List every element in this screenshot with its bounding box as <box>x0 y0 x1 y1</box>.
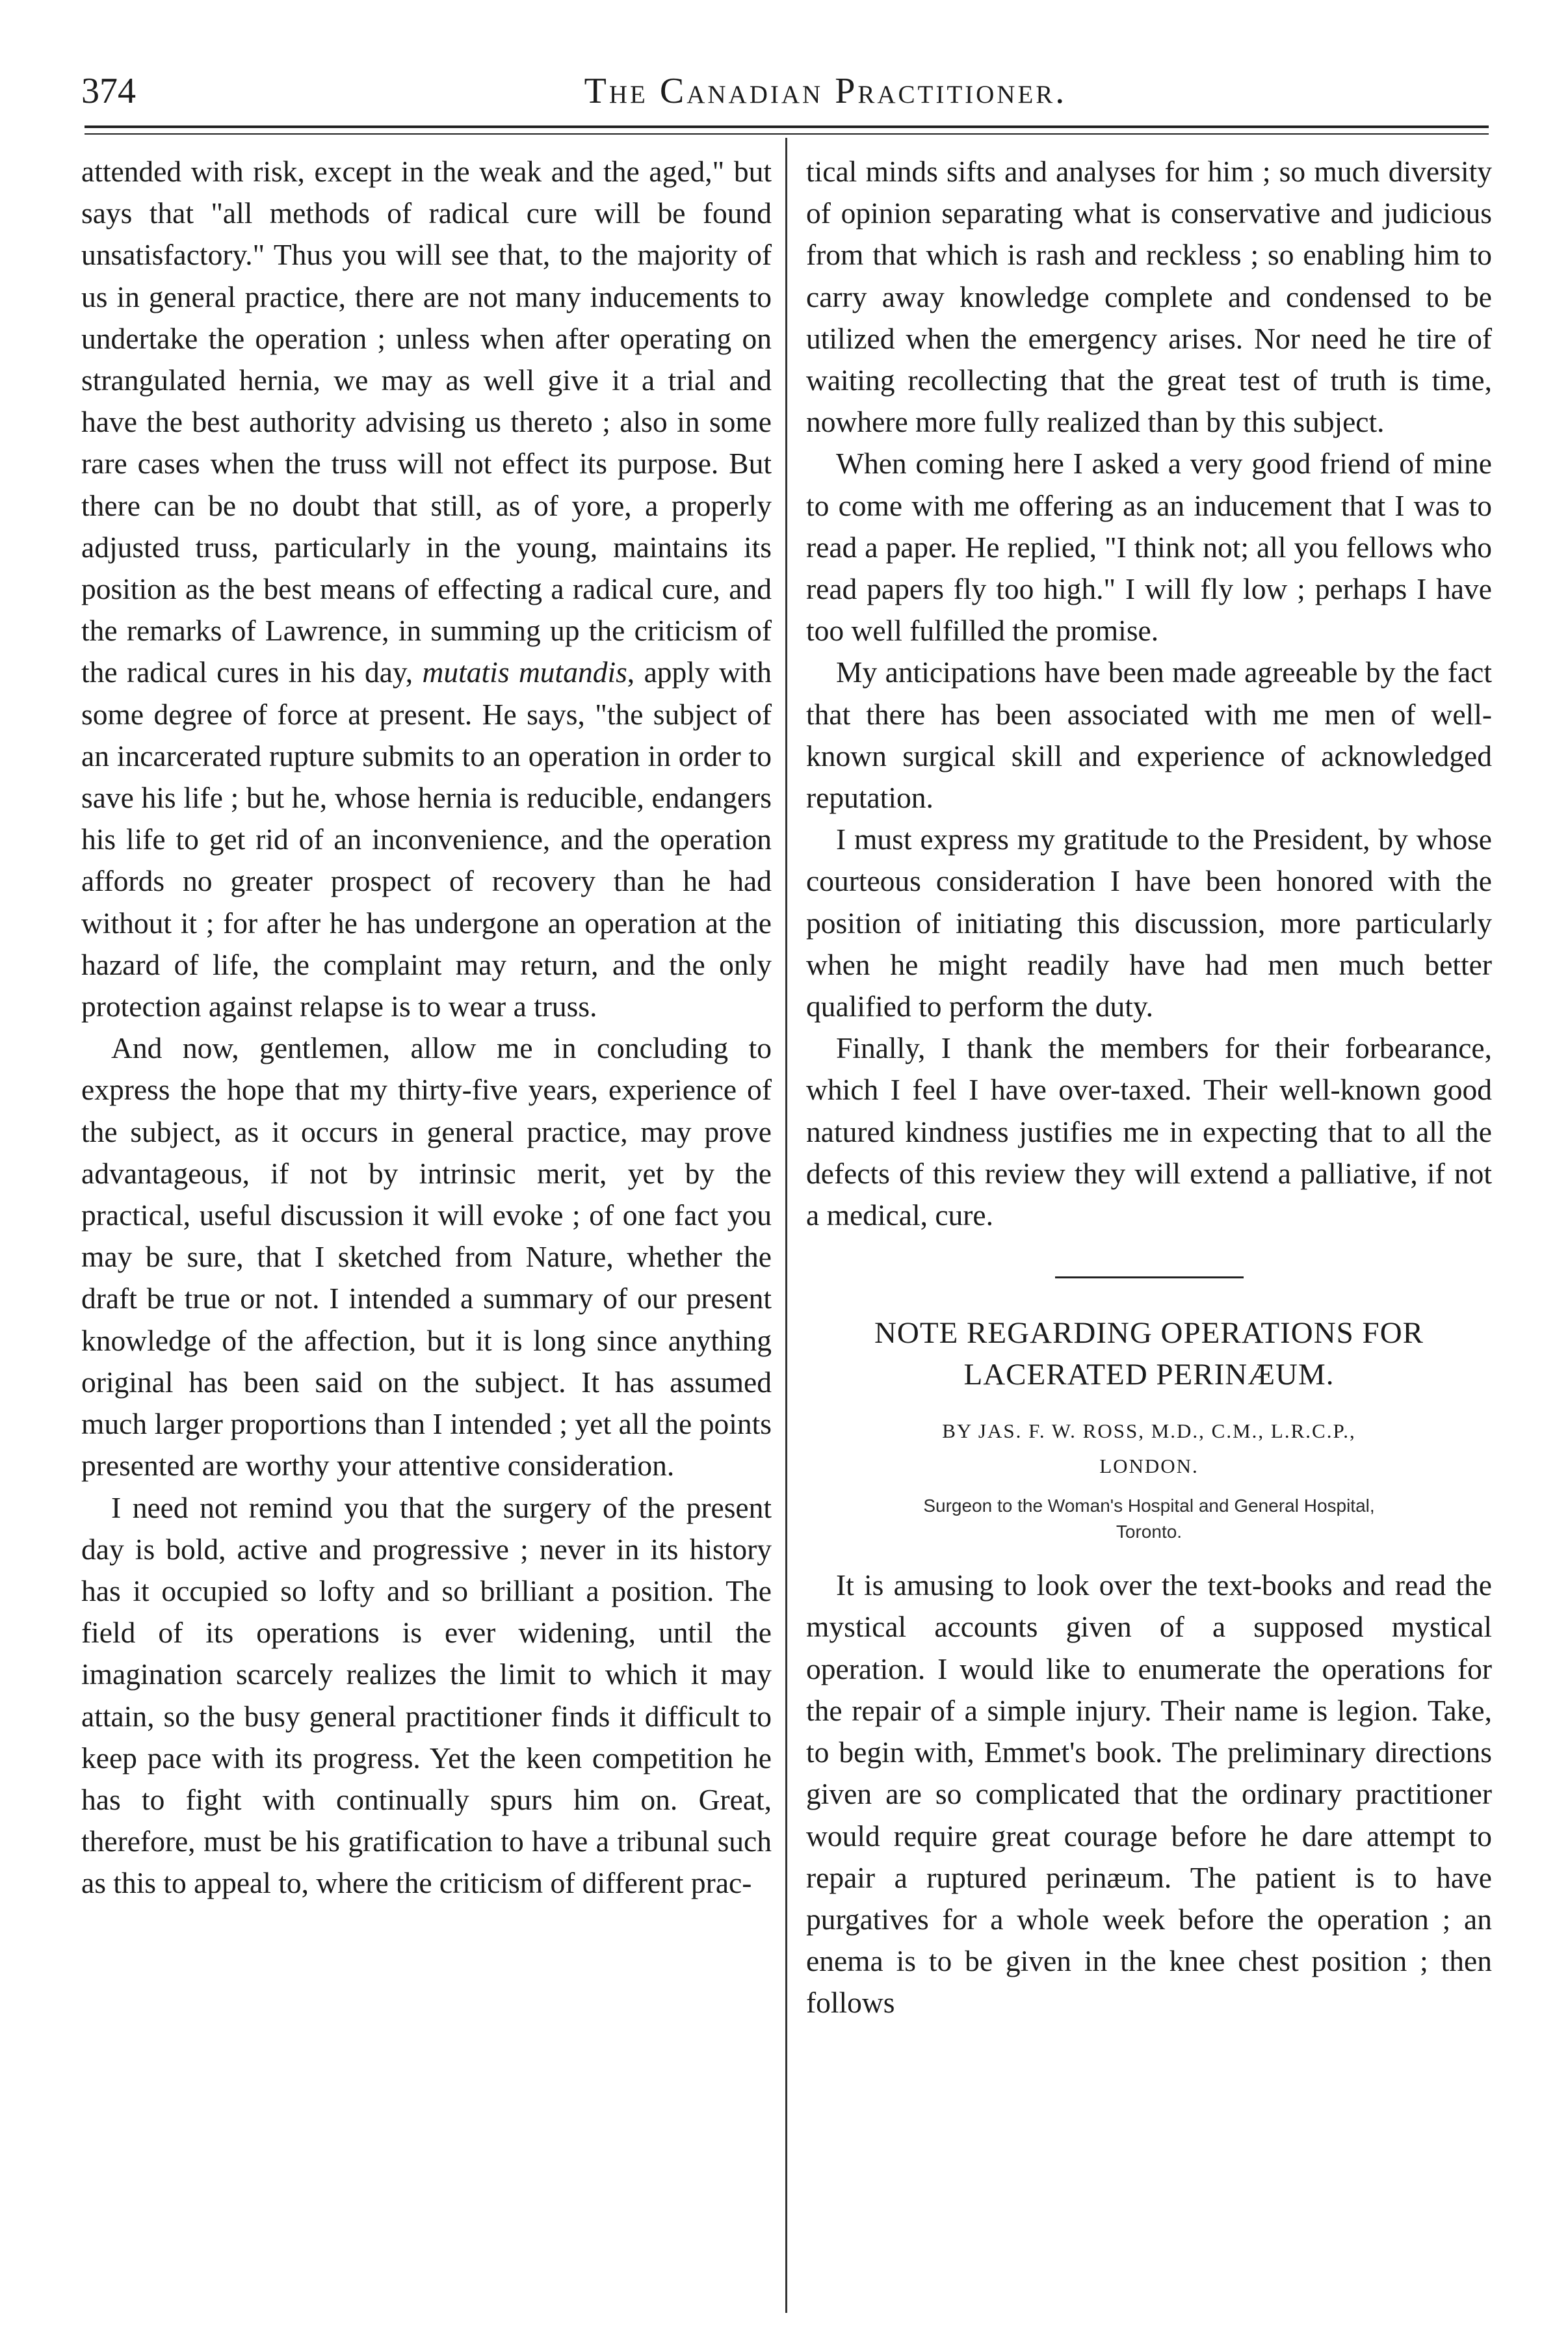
section-divider <box>1055 1276 1244 1278</box>
header-rule-thin <box>85 133 1489 135</box>
paragraph: It is amusing to look over the text-books and read the mystical accounts given of a supposed mystical operation. I would like to enumerate the operations for the repair of a simple injury. Their name is legion. Take, to begin with, Emmet's book. The preliminary directions given are so complicated that the ordinary practitioner would require great courage before he dare attempt to repair a ruptured perinæum. The patient is to have purgatives for a whole week before the operation ; an enema is to be given in the knee chest position ; then follows <box>806 1568 1492 2020</box>
italic-phrase: mutatis mutandis <box>422 655 627 689</box>
header-rule-thick <box>85 125 1489 128</box>
paragraph: My anticipations have been made agreeable by the fact that there has been associated with me men of well-known surgical skill and experience of acknowledged reputation. <box>806 655 1492 815</box>
paragraph: I need not remind you that the surgery of the present day is bold, active and progressive ; never in its history has it occupied so lofty and so brilliant a position. The field of its operations is ever widening, until the imagination scarcely realizes the limit to which it may attain, so the busy general practitioner finds it difficult to keep pace with its progress. Yet the keen competition he has to fight with continually spurs him on. Great, therefore, must be his gratification to have a tribunal such as this to appeal to, where the criticism of different prac- <box>81 1490 772 1900</box>
affiliation-line: Surgeon to the Woman's Hospital and General Hospital, <box>923 1496 1375 1516</box>
affiliation-line: Toronto. <box>1116 1522 1183 1542</box>
article-title-line: LACERATED PERINÆUM. <box>963 1358 1335 1392</box>
paragraph: And now, gentlemen, allow me in concluding to express the hope that my thirty-five years, experience of the subject, as it occurs in general practice, may prove advantageous, if not by intrinsic merit, yet by the practical, useful discussion it will evoke ; of one fact you may be sure, that I sketched from Nature, whether the draft be true or not. I intended a summary of our present knowledge of the affection, but it is long since anything original has been said on the subject. It has assumed much larger proportions than I intended ; yet all the points presented are worthy your attentive consideration. <box>81 1031 772 1483</box>
article-title <box>806 1312 1492 1395</box>
byline-line: BY JAS. F. W. ROSS, M.D., C.M., L.R.C.P., <box>942 1419 1356 1443</box>
page-number: 374 <box>81 71 136 111</box>
paragraph: tical minds sifts and analyses for him ; so much diversity of opinion separating what is conservative and judicious from that which is rash and reckless ; so enabling him to carry away knowledge complete and condensed to be utilized when the emergency arises. Nor need he tire of waiting recollecting that the great test of truth is time, nowhere more fully realized than by this subject. <box>806 155 1492 439</box>
author-affiliation <box>806 1493 1492 1545</box>
column-divider <box>785 138 787 2313</box>
article-byline <box>806 1414 1492 1484</box>
paragraph-text: attended with risk, except in the weak and the aged," but says that "all methods of radical cure will be found unsatisfactory." Thus you will see that, to the majority of us in general practice, there are not many inducements to undertake the operation ; unless when after operating on strangulated hernia, we may as well give it a trial and have the best authority advising us thereto ; also in some rare cases when the truss will not effect its purpose. But there can be no doubt that still, as of yore, a properly adjusted truss, particularly in the young, maintains its position as the best means of effecting a radical cure, and the remarks of Lawrence, in summing up the criticism of the radical cures in his day, <box>81 155 772 689</box>
left-column <box>81 151 772 1905</box>
paragraph <box>81 151 772 1027</box>
right-column <box>806 151 1492 2024</box>
article-title-line: NOTE REGARDING OPERATIONS FOR <box>874 1316 1424 1351</box>
paragraph: When coming here I asked a very good friend of mine to come with me offering as an inducement that I was to read a paper. He replied, "I think not; all you fellows who read papers fly too high." I will fly low ; perhaps I have too well fulfilled the promise. <box>806 447 1492 648</box>
running-header <box>81 62 1492 120</box>
paragraph: I must express my gratitude to the President, by whose courteous consideration I have been honored with the position of initiating this discussion, more particularly when he might readily have had men much better qualified to perform the duty. <box>806 823 1492 1023</box>
byline-line: LONDON. <box>1099 1455 1199 1478</box>
journal-title: The Canadian Practitioner. <box>584 71 1067 111</box>
paragraph: Finally, I thank the members for their forbearance, which I feel I have over-taxed. Their well-known good natured kindness justifies me in expecting that to all the defects of this review they will extend a palliative, if not a medical, cure. <box>806 1031 1492 1232</box>
paragraph-text: , apply with some degree of force at present. He says, "the subject of an incarcerated rupture submits to an operation in order to save his life ; but he, whose hernia is reducible, endangers his life to get rid of an inconvenience, and the operation affords no greater prospect of recovery than he had without it ; for after he has undergone an operation at the hazard of life, the complaint may return, and the only protection against relapse is to wear a truss. <box>81 655 772 1023</box>
